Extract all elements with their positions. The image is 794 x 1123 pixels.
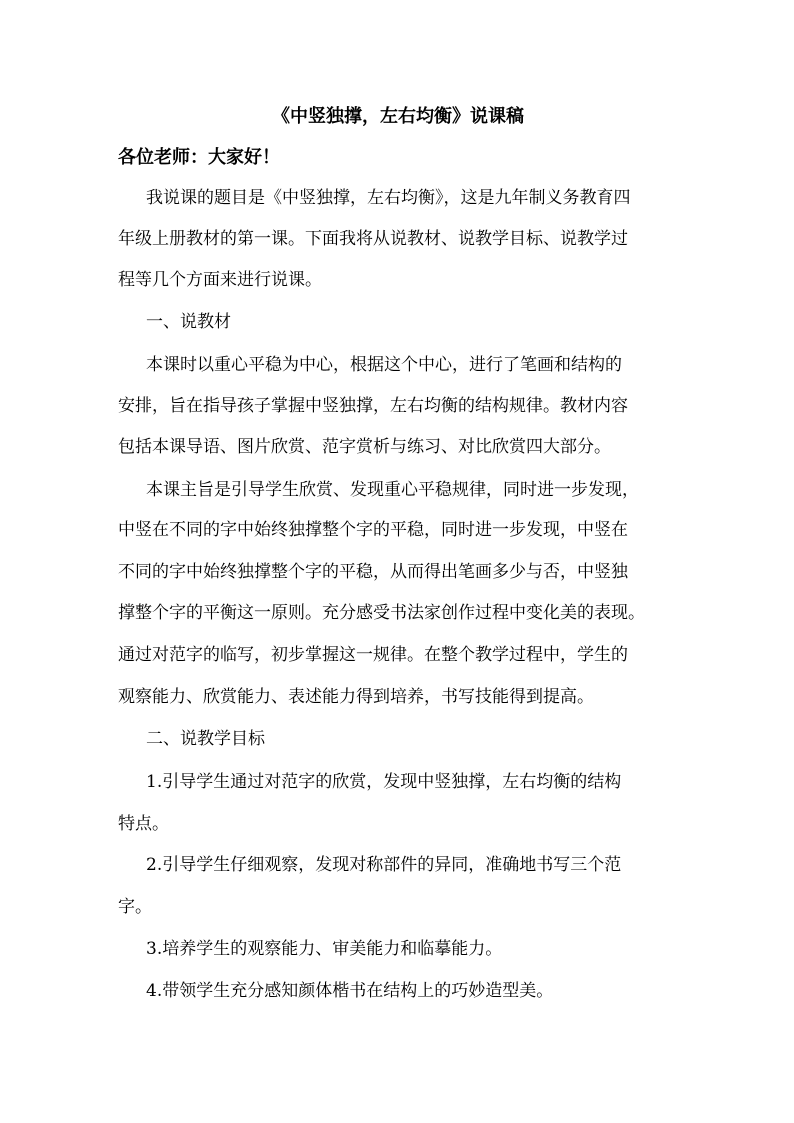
paragraph-line: 本课时以重心平稳为中心，根据这个中心，进行了笔画和结构的 — [146, 355, 622, 375]
section-heading: 二、说教学目标 — [146, 729, 265, 749]
section-heading: 一、说教材 — [146, 312, 231, 332]
list-item-line: 1.引导学生通过对范字的欣赏，发现中竖独撑，左右均衡的结构 — [146, 772, 622, 792]
paragraph-line: 年级上册教材的第一课。下面我将从说教材、说教学目标、说教学过 — [118, 229, 628, 249]
list-item-line: 字。 — [118, 897, 152, 917]
paragraph-line: 我说课的题目是《中竖独撑，左右均衡》，这是九年制义务教育四 — [146, 188, 631, 208]
paragraph-line: 包括本课导语、图片欣赏、范字赏析与练习、对比欣赏四大部分。 — [118, 437, 611, 457]
paragraph-line: 安排，旨在指导孩子掌握中竖独撑，左右均衡的结构规律。教材内容 — [118, 396, 628, 416]
paragraph-line: 程等几个方面来进行说课。 — [118, 270, 322, 290]
list-item-line: 2.引导学生仔细观察，发现对称部件的异同，准确地书写三个范 — [146, 855, 622, 875]
paragraph-line: 不同的字中始终独撑整个字的平稳，从而得出笔画多少与否，中竖独 — [118, 562, 628, 582]
greeting: 各位老师：大家好！ — [118, 147, 280, 168]
paragraph-line: 中竖在不同的字中始终独撑整个字的平稳，同时进一步发现，中竖在 — [118, 520, 628, 540]
paragraph-line: 观察能力、欣赏能力、表述能力得到培养，书写技能得到提高。 — [118, 687, 594, 707]
document-title: 《中竖独撑，左右均衡》说课稿 — [272, 106, 524, 127]
list-item-line: 4.带领学生充分感知颜体楷书在结构上的巧妙造型美。 — [146, 981, 554, 1001]
paragraph-line: 撑整个字的平衡这一原则。充分感受书法家创作过程中变化美的表现。 — [118, 603, 645, 623]
paragraph-line: 通过对范字的临写，初步掌握这一规律。在整个教学过程中，学生的 — [118, 645, 628, 665]
list-item-line: 3.培养学生的观察能力、审美能力和临摹能力。 — [146, 939, 503, 959]
paragraph-line: 本课主旨是引导学生欣赏、发现重心平稳规律，同时进一步发现， — [146, 480, 639, 500]
list-item-line: 特点。 — [118, 814, 169, 834]
